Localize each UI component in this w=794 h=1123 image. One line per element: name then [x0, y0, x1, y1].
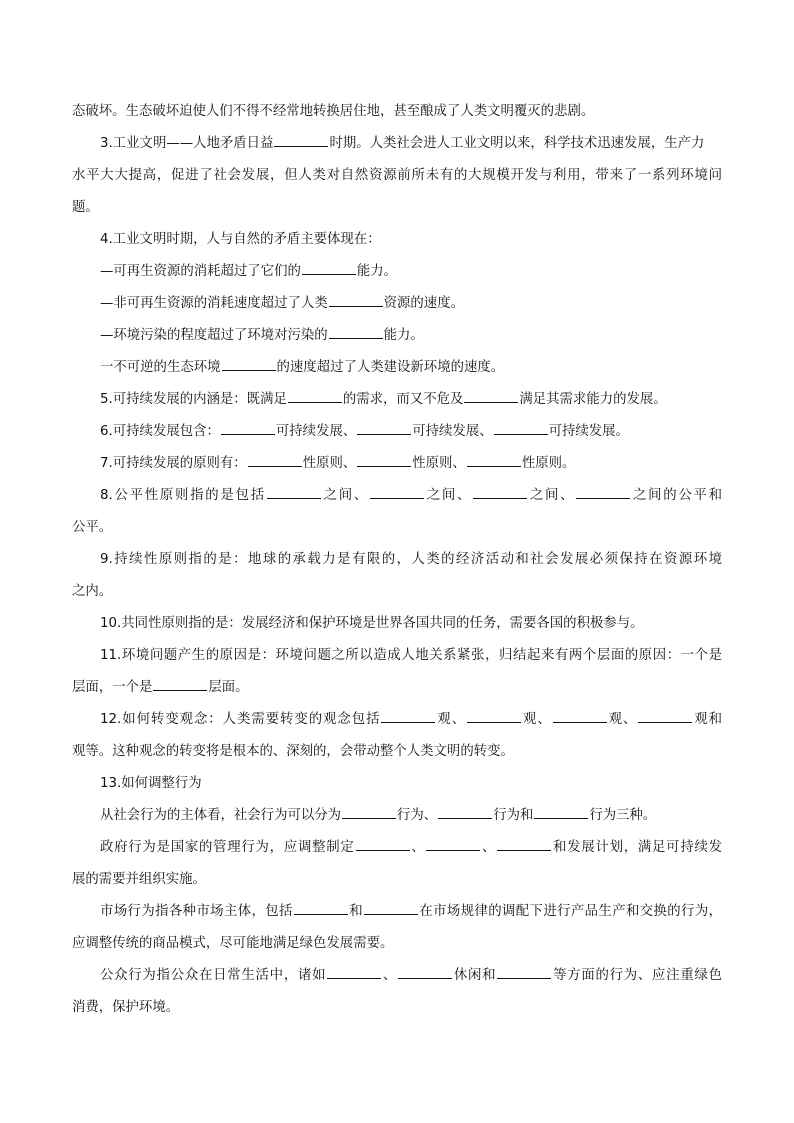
fill-in-blank — [342, 806, 396, 819]
text-segment: 、 — [410, 840, 426, 855]
text-segment: 之间、 — [424, 488, 473, 503]
text-segment: 13.如何调整行为 — [100, 776, 202, 791]
text-segment: —可再生资源的消耗超过了它们的 — [100, 264, 301, 279]
text-segment: 题。 — [72, 200, 99, 215]
text-line — [72, 512, 722, 544]
text-segment: 等方面的行为、应注重绿色 — [552, 968, 722, 983]
text-line — [72, 672, 722, 704]
text-segment: 之内。 — [72, 584, 113, 599]
text-segment: 可持续发展。 — [548, 424, 629, 439]
text-segment: 能力。 — [356, 264, 398, 279]
text-segment: 7.可持续发展的原则有： — [100, 456, 247, 471]
text-segment: 观和 — [693, 712, 722, 727]
fill-in-blank — [329, 294, 383, 307]
text-segment: 、 — [481, 840, 497, 855]
text-line — [100, 480, 722, 512]
text-segment: 性原则。 — [521, 456, 576, 471]
fill-in-blank — [327, 966, 381, 979]
text-segment: 可持续发展、 — [412, 424, 493, 439]
text-line — [100, 768, 722, 800]
text-line — [100, 704, 722, 736]
text-segment: 的速度超过了人类建设新环境的速度。 — [276, 360, 505, 375]
fill-in-blank — [473, 486, 527, 499]
fill-in-blank — [329, 326, 383, 339]
fill-in-blank — [398, 966, 452, 979]
text-segment: 行为、 — [397, 808, 438, 823]
fill-in-blank — [464, 390, 518, 403]
text-line — [72, 992, 722, 1024]
text-segment: 11.环境问题产生的原因是：环境问题之所以造成人地关系紧张，归结起来有两个层面的原因：一个是 — [100, 648, 722, 663]
fill-in-blank — [222, 358, 276, 371]
fill-in-blank — [497, 838, 551, 851]
text-segment: 消费，保护环境。 — [72, 1000, 180, 1015]
text-segment: 政府行为是国家的管理行为，应调整制定 — [100, 840, 355, 855]
fill-in-blank — [294, 902, 348, 915]
text-line — [72, 160, 722, 192]
text-segment: 观、 — [436, 712, 467, 727]
text-segment: 休闲和 — [453, 968, 497, 983]
text-line — [100, 256, 722, 288]
fill-in-blank — [356, 838, 410, 851]
text-segment: 的需求，而又不危及 — [342, 392, 464, 407]
text-segment: 观等。这种观念的转变将是根本的、深刻的，会带动整个人类文明的转变。 — [72, 744, 514, 759]
text-segment: 态破坏。生态破坏迫使人们不得不经常地转换居住地，甚至酿成了人类文明覆灭的悲剧。 — [72, 104, 595, 119]
text-segment: 性原则、 — [412, 456, 466, 471]
text-segment: 公平。 — [72, 520, 113, 535]
text-segment: 一不可逆的生态环境 — [100, 360, 221, 375]
text-segment: 行为三种。 — [589, 808, 657, 823]
text-line — [100, 960, 722, 992]
fill-in-blank — [288, 390, 342, 403]
fill-in-blank — [638, 710, 692, 723]
text-line — [100, 640, 722, 672]
text-segment: 、 — [382, 968, 398, 983]
text-line — [100, 288, 722, 320]
text-segment: 10.共同性原则指的是：发展经济和保护环境是世界各国共同的任务，需要各国的积极参与。 — [100, 616, 644, 631]
text-segment: 行为和 — [493, 808, 534, 823]
text-line — [100, 320, 722, 352]
text-line — [100, 128, 722, 160]
fill-in-blank — [553, 710, 607, 723]
text-segment: 水平大大提高，促进了社会发展，但人类对自然资源前所未有的大规模开发与利用，带来了一系列环境问 — [72, 168, 722, 183]
text-segment: 性原则、 — [302, 456, 357, 471]
text-line — [100, 352, 722, 384]
text-segment: 层面。 — [208, 680, 249, 695]
fill-in-blank — [467, 454, 521, 467]
text-line — [72, 736, 722, 768]
text-segment: 应调整传统的商品模式，尽可能地满足绿色发展需要。 — [72, 936, 394, 951]
text-segment: 从社会行为的主体看，社会行为可以分为 — [100, 808, 342, 823]
text-segment: 能力。 — [383, 328, 424, 343]
fill-in-blank — [438, 806, 492, 819]
text-line — [72, 576, 722, 608]
text-line — [100, 416, 722, 448]
text-segment: 5.可持续发展的内涵是：既满足 — [100, 392, 287, 407]
text-segment: 之间、 — [321, 488, 369, 503]
fill-in-blank — [357, 422, 411, 435]
fill-in-blank — [426, 838, 480, 851]
text-segment: —环境污染的程度超过了环境对污染的 — [100, 328, 328, 343]
text-line — [72, 192, 722, 224]
text-segment: 资源的速度。 — [383, 296, 464, 311]
text-line — [100, 800, 722, 832]
fill-in-blank — [497, 966, 551, 979]
text-segment: 层面，一个是 — [72, 680, 153, 695]
text-segment: 之间、 — [528, 488, 576, 503]
text-segment: 观、 — [522, 712, 552, 727]
text-line — [72, 96, 722, 128]
text-segment: 和 — [348, 904, 363, 919]
text-segment: 市场行为指各种市场主体，包括 — [100, 904, 293, 919]
text-segment: 观、 — [607, 712, 638, 727]
fill-in-blank — [576, 486, 630, 499]
text-segment: 展的需要并组织实施。 — [72, 872, 206, 887]
fill-in-blank — [302, 262, 356, 275]
text-segment: 6.可持续发展包含： — [100, 424, 220, 439]
fill-in-blank — [534, 806, 588, 819]
fill-in-blank — [153, 678, 207, 691]
text-line — [100, 224, 722, 256]
text-line — [100, 896, 722, 928]
fill-in-blank — [221, 422, 275, 435]
fill-in-blank — [274, 134, 328, 147]
text-segment: 8.公平性原则指的是包括 — [100, 488, 266, 503]
text-segment: 12.如何转变观念：人类需要转变的观念包括 — [100, 712, 381, 727]
fill-in-blank — [467, 710, 521, 723]
text-segment: 时期。人类社会进人工业文明以来，科学技术迅速发展，生产力 — [329, 136, 705, 151]
text-line — [72, 864, 722, 896]
text-segment: —非可再生资源的消耗速度超过了人类 — [100, 296, 328, 311]
text-segment: 4.工业文明时期，人与自然的矛盾主要体现在： — [100, 232, 381, 247]
fill-in-blank — [494, 422, 548, 435]
fill-in-blank — [248, 454, 302, 467]
text-line — [100, 384, 722, 416]
text-segment: 3.工业文明——人地矛盾日益 — [100, 136, 274, 151]
fill-in-blank — [370, 486, 424, 499]
text-line — [100, 544, 722, 576]
text-line — [100, 608, 722, 640]
fill-in-blank — [267, 486, 321, 499]
fill-in-blank — [364, 902, 418, 915]
text-segment: 和发展计划，满足可持续发 — [552, 840, 722, 855]
text-segment: 公众行为指公众在日常生活中，诸如 — [100, 968, 327, 983]
fill-in-blank — [381, 710, 435, 723]
text-segment: 在市场规律的调配下进行产品生产和交换的行为， — [418, 904, 722, 919]
text-line — [72, 928, 722, 960]
text-segment: 9.持续性原则指的是：地球的承载力是有限的，人类的经济活动和社会发展必须保持在资源环境 — [100, 552, 722, 567]
text-line — [100, 832, 722, 864]
text-line — [100, 448, 722, 480]
text-segment: 可持续发展、 — [275, 424, 357, 439]
fill-in-blank — [357, 454, 411, 467]
text-segment: 之间的公平和 — [631, 488, 722, 503]
text-segment: 满足其需求能力的发展。 — [519, 392, 667, 407]
